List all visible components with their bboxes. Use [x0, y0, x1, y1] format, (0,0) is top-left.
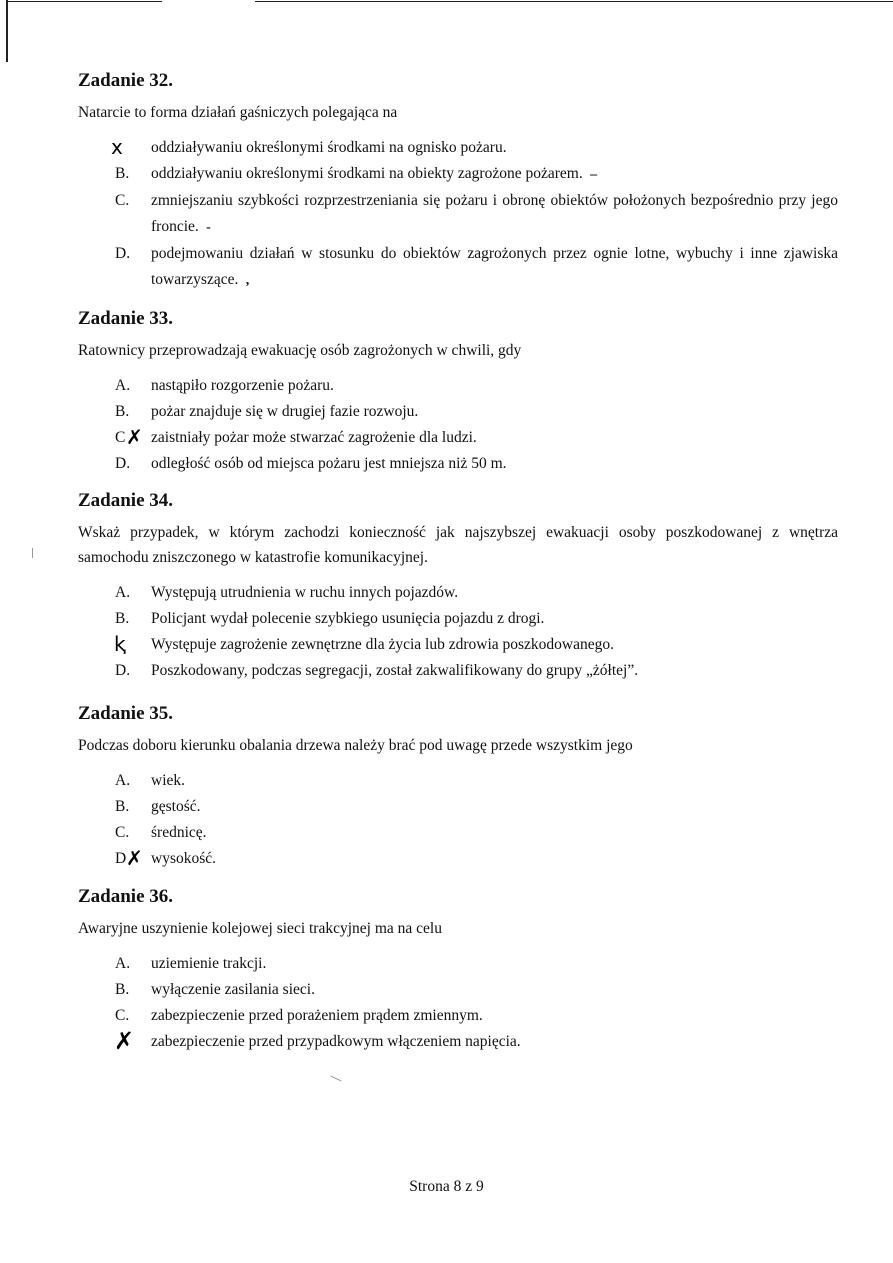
answer-option-c[interactable] — [78, 425, 838, 451]
answer-option-a[interactable] — [78, 580, 838, 606]
option-text: wyłączenie zasilania sieci. — [151, 981, 315, 998]
option-text: zabezpieczenie przed porażeniem prądem zmiennym. — [151, 1007, 483, 1024]
answer-option-a[interactable] — [78, 768, 838, 794]
scan-top-line-left — [6, 1, 162, 2]
question-33 — [78, 308, 838, 477]
answer-option-c[interactable] — [78, 820, 838, 846]
page-footer: Strona 8 z 9 — [409, 1178, 484, 1195]
answer-option-b[interactable] — [78, 606, 838, 632]
question-title: Zadanie 32. — [78, 70, 174, 91]
question-text: Podczas doboru kierunku obalania drzewa należy brać pod uwagę przede wszystkim jego — [78, 737, 633, 754]
option-letter: C. — [115, 824, 130, 841]
option-letter: D. — [115, 455, 131, 472]
question-36 — [78, 886, 838, 1055]
option-letter: B. — [115, 165, 130, 182]
scan-pen-stroke — [330, 1076, 341, 1082]
option-letter: D. — [115, 245, 131, 262]
cross-mark-icon: ⅹ — [111, 135, 123, 159]
answer-option-d[interactable] — [78, 1029, 838, 1055]
answer-option-c[interactable] — [78, 632, 838, 658]
option-text: Występuje zagrożenie zewnętrzne dla życia lub zdrowia poszkodowanego. — [151, 636, 615, 653]
option-letter: B. — [115, 403, 130, 420]
option-letter: B. — [115, 981, 130, 998]
answer-option-c[interactable] — [78, 188, 838, 241]
option-letter: C — [115, 429, 126, 446]
answer-option-d[interactable] — [78, 846, 838, 872]
answer-list — [78, 951, 838, 1055]
option-text: oddziaływaniu określonymi środkami na ognisko pożaru. — [151, 139, 507, 156]
pen-dash-icon: – — [586, 167, 598, 182]
option-text: podejmowaniu działań w stosunku do obiektów zagrożonych przez ognie lotne, wybuchy i inne zjawiska towarzyszące. — [151, 245, 838, 288]
option-text: odległość osób od miejsca pożaru jest mniejsza niż 50 m. — [151, 455, 507, 472]
question-34 — [78, 490, 838, 684]
option-letter: C. — [115, 1007, 130, 1024]
answer-option-d[interactable] — [78, 451, 838, 477]
scan-speck — [32, 548, 33, 558]
cross-mark-icon: ✗ — [126, 846, 143, 870]
answer-list — [78, 135, 838, 294]
pen-dash-icon: - — [202, 220, 211, 235]
question-title: Zadanie 36. — [78, 886, 174, 907]
question-text: Awaryjne uszynienie kolejowej sieci trakcyjnej ma na celu — [78, 920, 442, 937]
question-35 — [78, 703, 838, 872]
option-text: wiek. — [151, 772, 186, 789]
answer-option-a[interactable] — [78, 135, 838, 161]
scan-top-line-right — [255, 1, 893, 2]
question-title: Zadanie 35. — [78, 703, 174, 724]
answer-option-c[interactable] — [78, 1003, 838, 1029]
option-letter: A. — [115, 377, 131, 394]
answer-option-b[interactable] — [78, 399, 838, 425]
answer-option-b[interactable] — [78, 794, 838, 820]
option-text: pożar znajduje się w drugiej fazie rozwoju. — [151, 403, 419, 420]
option-letter: A. — [115, 955, 131, 972]
option-text: Policjant wydał polecenie szybkiego usunięcia pojazdu z drogi. — [151, 610, 545, 627]
option-text: zmniejszaniu szybkości rozprzestrzeniania się pożaru i obronę obiektów położonych bezpośrednio przy jego froncie. — [151, 192, 838, 235]
option-letter: D. — [115, 662, 131, 679]
option-text: nastąpiło rozgorzenie pożaru. — [151, 377, 334, 394]
answer-list — [78, 580, 838, 684]
option-letter: A. — [115, 772, 131, 789]
answer-list — [78, 768, 838, 872]
option-text: zaistniały pożar może stwarzać zagrożenie dla ludzi. — [151, 429, 477, 446]
option-letter: D — [115, 850, 127, 867]
option-letter: B. — [115, 610, 130, 627]
answer-option-b[interactable] — [78, 161, 838, 188]
option-text: średnicę. — [151, 824, 207, 841]
answer-option-a[interactable] — [78, 951, 838, 977]
cross-mark-icon: ✗ — [126, 425, 143, 449]
question-32 — [78, 70, 838, 294]
answer-option-a[interactable] — [78, 373, 838, 399]
question-title: Zadanie 33. — [78, 308, 174, 329]
option-text: wysokość. — [151, 850, 217, 867]
cross-mark-icon: ⱪ — [114, 632, 126, 656]
option-letter: B. — [115, 798, 130, 815]
question-text: Wskaż przypadek, w którym zachodzi konieczność jak najszybszej ewakuacji osoby poszkodowanej z wnętrza samochodu zniszczonego w katastrofie komunikacyjnej. — [78, 524, 838, 566]
question-title: Zadanie 34. — [78, 490, 174, 511]
answer-list — [78, 373, 838, 477]
answer-option-b[interactable] — [78, 977, 838, 1003]
answer-option-d[interactable] — [78, 658, 838, 684]
answer-option-d[interactable] — [78, 241, 838, 294]
cross-mark-icon: ✗ — [114, 1027, 135, 1055]
option-text: Poszkodowany, podczas segregacji, został zakwalifikowany do grupy „żółtej”. — [151, 662, 639, 679]
question-text: Ratownicy przeprowadzają ewakuację osób zagrożonych w chwili, gdy — [78, 342, 522, 359]
option-text: zabezpieczenie przed przypadkowym włączeniem napięcia. — [151, 1033, 521, 1050]
option-letter: C. — [115, 192, 130, 209]
option-letter: A. — [115, 584, 131, 601]
option-text: uziemienie trakcji. — [151, 955, 267, 972]
option-text: gęstość. — [151, 798, 201, 815]
pen-dash-icon: , — [242, 273, 250, 288]
option-text: oddziaływaniu określonymi środkami na obiekty zagrożone pożarem. — [151, 165, 583, 182]
option-text: Występują utrudnienia w ruchu innych pojazdów. — [151, 584, 459, 601]
question-text: Natarcie to forma działań gaśniczych polegająca na — [78, 104, 398, 121]
scan-left-edge — [6, 0, 8, 62]
